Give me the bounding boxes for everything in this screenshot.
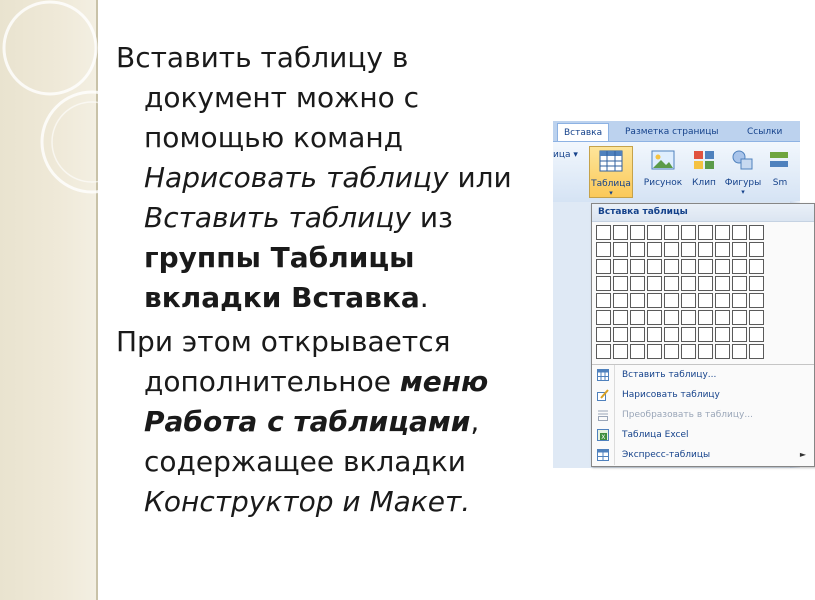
grid-cell[interactable] xyxy=(749,225,764,240)
grid-cell[interactable] xyxy=(715,242,730,257)
grid-cell[interactable] xyxy=(698,344,713,359)
p1-from: из xyxy=(410,201,453,234)
paragraph-1 xyxy=(116,38,556,318)
menu-item-convert-to-table[interactable] xyxy=(592,405,814,425)
grid-cell[interactable] xyxy=(596,276,611,291)
shapes-button-label: Фигуры xyxy=(724,178,762,188)
chevron-down-icon: ▾ xyxy=(609,189,613,197)
table-button-label: Таблица xyxy=(591,179,631,189)
grid-cell[interactable] xyxy=(732,310,747,325)
grid-cell[interactable] xyxy=(647,293,662,308)
p1-or: или xyxy=(448,161,512,194)
grid-cell[interactable] xyxy=(681,259,696,274)
shapes-icon xyxy=(730,148,756,172)
grid-cell[interactable] xyxy=(749,259,764,274)
grid-cell[interactable] xyxy=(732,225,747,240)
tab-page-layout[interactable]: Разметка страницы xyxy=(625,127,719,137)
grid-cell[interactable] xyxy=(613,242,628,257)
paragraph-2 xyxy=(116,322,556,522)
grid-cell[interactable] xyxy=(732,242,747,257)
grid-cell[interactable] xyxy=(596,293,611,308)
grid-cell[interactable] xyxy=(749,344,764,359)
grid-cell[interactable] xyxy=(715,310,730,325)
grid-cell[interactable] xyxy=(749,276,764,291)
grid-cell[interactable] xyxy=(698,225,713,240)
grid-cell[interactable] xyxy=(647,225,662,240)
grid-cell[interactable] xyxy=(681,344,696,359)
grid-cell[interactable] xyxy=(715,344,730,359)
menu-item-insert-table[interactable] xyxy=(592,365,814,385)
grid-cell[interactable] xyxy=(715,225,730,240)
pencil-icon xyxy=(597,389,609,401)
grid-cell[interactable] xyxy=(664,276,679,291)
grid-cell[interactable] xyxy=(715,293,730,308)
picture-button-label: Рисунок xyxy=(643,178,683,188)
grid-cell[interactable] xyxy=(647,259,662,274)
p1-group-word: группы xyxy=(144,241,261,274)
grid-cell[interactable] xyxy=(613,327,628,342)
grid-cell[interactable] xyxy=(749,293,764,308)
smartart-icon xyxy=(767,148,793,172)
grid-cell[interactable] xyxy=(664,344,679,359)
grid-cell[interactable] xyxy=(664,293,679,308)
slide-text xyxy=(116,38,556,522)
grid-cell[interactable] xyxy=(613,293,628,308)
dropdown-header: Вставка таблицы xyxy=(592,204,814,222)
grid-cell[interactable] xyxy=(715,276,730,291)
menu-item-draw-table[interactable] xyxy=(592,385,814,405)
grid-cell[interactable] xyxy=(664,259,679,274)
clip-button[interactable] xyxy=(687,146,721,198)
grid-cell[interactable] xyxy=(698,293,713,308)
smartart-button-label: Sm xyxy=(772,178,788,188)
p2-menu-word: меню xyxy=(399,365,489,398)
grid-cell[interactable] xyxy=(732,276,747,291)
grid-cell[interactable] xyxy=(647,327,662,342)
grid-cell[interactable] xyxy=(698,259,713,274)
p1-tab-phrase: вкладки Вставка xyxy=(144,281,420,314)
table-size-grid[interactable] xyxy=(596,225,764,359)
svg-text:X: X xyxy=(601,434,606,441)
grid-cell[interactable] xyxy=(681,242,696,257)
grid-cell[interactable] xyxy=(664,310,679,325)
grid-cell[interactable] xyxy=(596,225,611,240)
grid-cell[interactable] xyxy=(613,344,628,359)
grid-cell[interactable] xyxy=(630,225,645,240)
excel-icon xyxy=(597,429,609,441)
grid-cell[interactable] xyxy=(749,242,764,257)
dropdown-menu xyxy=(592,364,814,465)
insert-table-dropdown xyxy=(591,203,815,467)
picture-button[interactable] xyxy=(643,146,683,198)
grid-cell[interactable] xyxy=(681,310,696,325)
menu-item-label: Преобразовать в таблицу... xyxy=(622,410,753,420)
grid-cell[interactable] xyxy=(698,310,713,325)
grid-cell[interactable] xyxy=(613,225,628,240)
grid-cell[interactable] xyxy=(596,327,611,342)
tab-insert[interactable]: Вставка xyxy=(557,123,609,141)
p1-dot: . xyxy=(419,281,429,314)
p1-intro: Вставить таблицу в документ можно с помощью команд xyxy=(116,41,420,154)
grid-cell[interactable] xyxy=(647,276,662,291)
grid-cell[interactable] xyxy=(749,310,764,325)
grid-cell[interactable] xyxy=(681,327,696,342)
grid-cell[interactable] xyxy=(647,242,662,257)
grid-cell[interactable] xyxy=(698,327,713,342)
menu-item-label: Таблица Excel xyxy=(622,430,689,440)
p2-menu-name: Работа с таблицами xyxy=(144,405,471,438)
grid-cell[interactable] xyxy=(698,276,713,291)
grid-cell[interactable] xyxy=(681,225,696,240)
menu-item-quick-tables[interactable] xyxy=(592,445,814,465)
grid-cell[interactable] xyxy=(630,344,645,359)
p1-command-draw: Нарисовать таблицу xyxy=(144,161,449,194)
grid-cell[interactable] xyxy=(732,327,747,342)
ribbon-tabs xyxy=(553,121,800,141)
grid-cell[interactable] xyxy=(715,327,730,342)
clip-icon xyxy=(691,148,717,172)
p2-intro: При этом открывается дополнительное xyxy=(116,325,451,398)
grid-cell[interactable] xyxy=(664,242,679,257)
convert-icon xyxy=(597,409,609,421)
grid-cell[interactable] xyxy=(664,225,679,240)
grid-cell[interactable] xyxy=(613,310,628,325)
menu-item-excel-table[interactable] xyxy=(592,425,814,445)
p2-comma: , xyxy=(470,405,480,438)
grid-cell[interactable] xyxy=(732,344,747,359)
grid-cell[interactable] xyxy=(613,259,628,274)
menu-item-label: Экспресс-таблицы xyxy=(622,450,711,460)
grid-cell[interactable] xyxy=(596,242,611,257)
menu-item-label: Вставить таблицу... xyxy=(622,370,717,380)
submenu-arrow-icon: ► xyxy=(799,450,806,459)
picture-icon xyxy=(650,148,676,172)
grid-cell[interactable] xyxy=(698,242,713,257)
grid-cell[interactable] xyxy=(664,327,679,342)
grid-cell[interactable] xyxy=(613,276,628,291)
grid-cell[interactable] xyxy=(596,259,611,274)
grid-cell[interactable] xyxy=(596,344,611,359)
tab-references[interactable]: Ссылки xyxy=(747,127,783,137)
smartart-button[interactable] xyxy=(765,146,795,198)
grid-cell[interactable] xyxy=(681,293,696,308)
table-icon xyxy=(598,149,624,173)
ribbon-body xyxy=(553,141,800,202)
table-button[interactable] xyxy=(589,146,633,198)
grid-cell[interactable] xyxy=(630,276,645,291)
grid-cell[interactable] xyxy=(732,293,747,308)
grid-cell[interactable] xyxy=(630,293,645,308)
ribbon-cut-label: ица ▾ xyxy=(553,150,578,160)
grid-cell[interactable] xyxy=(647,344,662,359)
p2-tab-names: Конструктор и Макет. xyxy=(144,485,471,518)
grid-cell[interactable] xyxy=(732,259,747,274)
grid-cell[interactable] xyxy=(596,310,611,325)
insert-table-icon xyxy=(597,369,609,381)
shapes-button[interactable] xyxy=(723,146,763,198)
grid-cell[interactable] xyxy=(749,327,764,342)
grid-cell[interactable] xyxy=(647,310,662,325)
grid-cell[interactable] xyxy=(630,310,645,325)
grid-cell[interactable] xyxy=(630,327,645,342)
grid-cell[interactable] xyxy=(630,242,645,257)
clip-button-label: Клип xyxy=(692,178,716,188)
quick-tables-icon xyxy=(597,449,609,461)
chevron-down-icon: ▾ xyxy=(741,188,745,196)
p1-group-name: Таблицы xyxy=(260,241,415,274)
grid-cell[interactable] xyxy=(681,276,696,291)
grid-cell[interactable] xyxy=(715,259,730,274)
grid-cell[interactable] xyxy=(630,259,645,274)
p2-contains-tabs: содержащее вкладки xyxy=(144,445,466,478)
menu-item-label: Нарисовать таблицу xyxy=(622,390,720,400)
ribbon-screenshot xyxy=(553,121,806,468)
p1-command-insert: Вставить таблицу xyxy=(144,201,411,234)
